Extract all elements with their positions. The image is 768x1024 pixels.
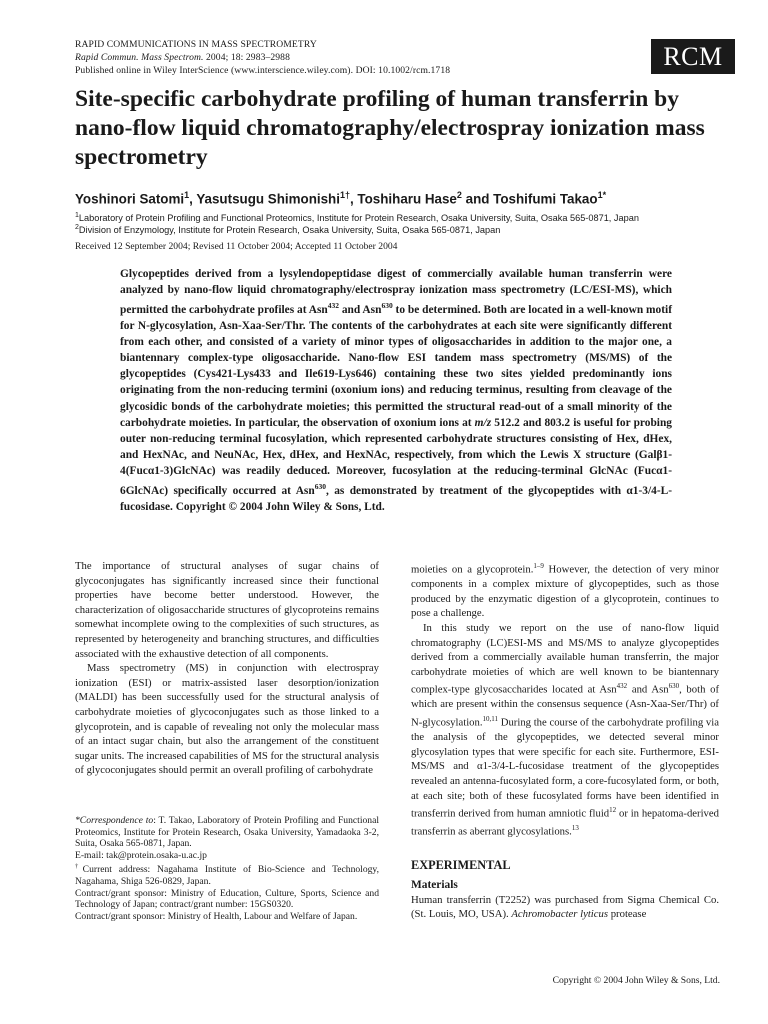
journal-name: RAPID COMMUNICATIONS IN MASS SPECTROMETRY [75, 39, 317, 50]
author: Yasutsugu Shimonishi [196, 191, 340, 207]
body-paragraph: Mass spectrometry (MS) in conjunction with electrospray ionization (ESI) or matrix-assisted laser desorption/ionization (MALDI) has been successfully used for the structural analysis of carbohydrate moieties of glycoconjugates such as those linked to a glycoprotein, and is capable of revealing not only the molecular mass of an intact sugar chain, but also the arrangement of the constituent sugar units. The increased capabilities of MS for the structural analysis of glycoconjugates should permit an overall profiling of carbohydrate [75, 662, 379, 777]
affiliation: $^2$Division of Enzymology, Institute for Protein Research, Osaka University, Suita, Osaka 565-0871, Japan [75, 224, 501, 236]
grant-note: Contract/grant sponsor: Ministry of Health, Labour and Welfare of Japan. [75, 910, 358, 922]
right-column [411, 559, 719, 922]
affiliation: $^1$Laboratory of Protein Profiling and Functional Proteomics, Institute for Protein Research, Osaka University, Suita, Osaka 565-0871, Japan [75, 212, 639, 224]
body-paragraph: In this study we report on the use of nano-flow liquid chromatography (LC)ESI-MS and MS/MS to analyze glycopeptides derived from a commercially available human transferrin, the major carbohydrate moieties of which are well known to be biantennary complex-type glycosaccharides located at Asn$^{432}$ and Asn$^{630}$, both of which are present within the consensus sequence (Asn-Xaa-Ser/Thr) of N-glycosylation.$^{10,11}$ During the course of the carbohydrate profiling via the analysis of the glycopeptides, we detected several minor glycosylation types that were specific for each site. Furthermore, ESI-MS/MS and α1-3/4-L-fucosidase treatment of the glycopeptides revealed an antenna-fucosylated form, a core-fucosylated form, or both, at each site; both of these fucosylated forms have been identified in transferrin derived from human amniotic fluid$^{12}$ or in hepatoma-derived transferrin as aberrant glycosylations.$^{13}$ [411, 621, 720, 838]
published-online: Published online in Wiley InterScience (www.interscience.wiley.com). DOI: 10.1002/rcm.1718 [75, 65, 451, 76]
body-paragraph: Human transferrin (T2252) was purchased from Sigma Chemical Co. (St. Louis, MO, USA). Achromobacter lyticus protease [411, 893, 719, 921]
left-column [75, 559, 379, 778]
author: Yoshinori Satomi [75, 191, 185, 207]
journal-citation: Rapid Commun. Mass Spectrom. 2004; 18: 2983–2988 [75, 52, 290, 63]
article-title: Site-specific carbohydrate profiling of human transferrin by nano-flow liquid chromatography/electrospray ionization mass spectrometry [75, 86, 705, 170]
subsection-heading: Materials [411, 879, 458, 892]
body-paragraph: The importance of structural analyses of sugar chains of glycoconjugates has significantly increased since their functional properties have become better understood. However, the characterization of oligosaccharide structures of glycoproteins remains somewhat incomplete owing to the complexities of such structures, as represented by heterogeneity and branching structures, and difficulties associated with the exhaustive detection of all components. [75, 560, 379, 660]
abstract: Glycopeptides derived from a lysylendopeptidase digest of commercially available human transferrin were analyzed by nano-flow liquid chromatography/electrospray ionization mass spectrometry (LC/ESI-MS), which permitted the carbohydrate profiles at Asn$^{432}$ and Asn$^{630}$ to be determined. Both are located in a well-known motif for N-glycosylation, Asn-Xaa-Ser/Thr. The contents of the carbohydrates at each site were significantly different from each other, and consisted of a variety of minor types of oligosaccharides in addition to the major one, a biantennary complex-type oligosaccharide. Nano-flow ESI tandem mass spectrometry (MS/MS) of the glycopeptides (Cys421-Lys433 and Ile619-Lys646) containing these two sites yielded predominantly ions originating from the non-reducing termini (oxonium ions) and reducing terminus, resulting from cleavage of the glycosidic bonds of the carbohydrate moieties; this permitted the structural read-out of a small minority of the carbohydrate moieties. In particular, the observation of oxonium ions at m/z 512.2 and 803.2 is useful for probing outer non-reducing terminal fucosylation, which represented carbohydrate structures consisting of Hex, dHex, and HexNAc, and NeuNAc, Hex, dHex, and HexNAc, respectively, from which the Lewis X structure (Galβ1-4(Fucα1-3)GlcNAc) was readily deduced. Moreover, fucosylation at the reducing-terminal GlcNAc (Fucα1-6GlcNAc) specifically occurred at Asn$^{630}$, as demonstrated by treatment of the glycopeptides with α1-3/4-L-fucosidase. Copyright © 2004 John Wiley & Sons, Ltd. [120, 268, 673, 513]
author-list: Yoshinori Satomi$^1$, Yasutsugu Shimonishi$^{1\dagger}$, Toshiharu Hase$^2$ and Toshifumi Takao$^{1*}$ [75, 190, 607, 207]
author: Toshiharu Hase [357, 191, 457, 207]
correspondence-note: *Correspondence to: T. Takao, Laboratory of Protein Profiling and Functional Proteomics, Institute for Protein Research, Osaka University, Yamadaoka 3-2, Suita, Osaka 565-0871, Japan. [75, 815, 379, 850]
article-dates: Received 12 September 2004; Revised 11 October 2004; Accepted 11 October 2004 [75, 241, 398, 252]
section-heading: EXPERIMENTAL [411, 857, 511, 872]
body-paragraph: moieties on a glycoprotein.$^{1-9}$ However, the detection of very minor components in a complex mixture of glycopeptides, such as those produced by the enzymatic digestion of a glycoprotein, continues to pose a challenge. [411, 562, 719, 620]
email-note: E-mail: tak@protein.osaka-u.ac.jp [75, 849, 207, 861]
journal-logo: RCM [651, 39, 735, 74]
copyright-footer: Copyright © 2004 John Wiley & Sons, Ltd. [552, 975, 720, 986]
current-address-note: †Current address: Nagahama Institute of Bio-Science and Technology, Nagahama, Shiga 526-0829, Japan. [75, 863, 380, 888]
footnotes [75, 815, 379, 923]
grant-note: Contract/grant sponsor: Ministry of Education, Culture, Sports, Science and Technology of Japan; contract/grant number: 15GS0320. [75, 887, 379, 911]
author: Toshifumi Takao [493, 191, 598, 207]
